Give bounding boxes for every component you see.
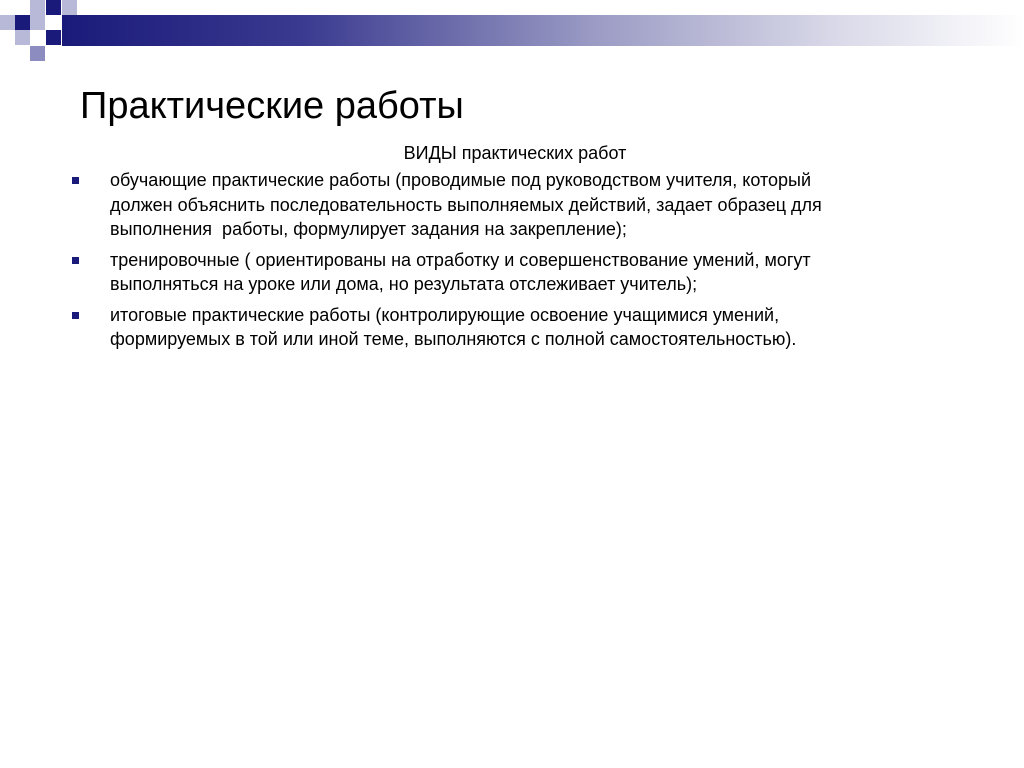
bullet-line: итоговые практические работы (контролирующие освоение учащимися умений, [110, 304, 780, 325]
deco-square [46, 30, 61, 45]
bullet-line: должен объяснить последовательность выполняемых действий, задает образец для [110, 194, 822, 215]
square-bullet-icon [72, 177, 79, 184]
bullet-line: тренировочные ( ориентированы на отработку и совершенствование умений, могут [110, 249, 811, 270]
square-bullet-icon [72, 257, 79, 264]
bullet-item [70, 168, 930, 242]
slide-subtitle: ВИДЫ практических работ [403, 143, 627, 163]
deco-square [30, 46, 45, 61]
bullet-line: выполнения работы, формулирует задания на закрепление); [110, 219, 627, 239]
deco-square [30, 0, 45, 15]
deco-square [30, 15, 45, 30]
bullet-item [70, 248, 930, 297]
header-gradient-band [62, 15, 1024, 46]
deco-square [62, 0, 77, 15]
deco-square [46, 0, 61, 15]
bullet-list [70, 168, 930, 358]
deco-square [15, 15, 30, 30]
bullet-line: формируемых в той или иной теме, выполняются с полной самостоятельностью). [110, 329, 797, 349]
bullet-line: обучающие практические работы (проводимые под руководством учителя, который [110, 170, 812, 190]
deco-square [15, 30, 30, 45]
header-decoration [0, 0, 1024, 70]
deco-square [0, 15, 15, 30]
bullet-item [70, 303, 930, 352]
slide-title: Практические работы [80, 85, 464, 127]
bullet-line: выполняться на уроке или дома, но результата отслеживает учитель); [110, 274, 698, 294]
square-bullet-icon [72, 312, 79, 319]
